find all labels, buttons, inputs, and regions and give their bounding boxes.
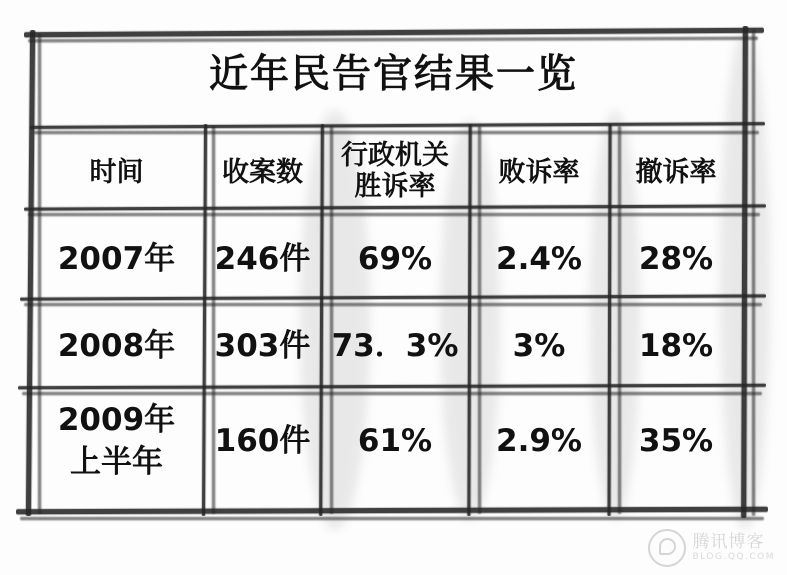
- table-border-right-shadow: [752, 30, 755, 516]
- table-cell-2009-case-count: 160件: [214, 423, 311, 459]
- table-row-label-2008: 2008年: [57, 328, 176, 364]
- column-header-agency-win-rate: [322, 136, 468, 206]
- table-cell-2008-case-count: 303件: [214, 328, 311, 364]
- column-header-loss-rate: 败诉率: [498, 156, 580, 188]
- table-row-label-2009-line1: 2009年: [57, 402, 176, 438]
- column-header-agency-win-rate-line1: 行政机关: [341, 140, 449, 171]
- table-row-label-2009-line2: 上半年: [70, 444, 163, 480]
- row-divider-2: [18, 384, 766, 390]
- table-cell-2008-loss-rate: 3%: [512, 328, 566, 364]
- table-cell-2007-agency-win-rate: 69%: [357, 241, 433, 277]
- watermark-url: BLOG.QQ.COM: [692, 552, 775, 562]
- row-divider-title-shadow: [34, 131, 759, 134]
- column-header-time: 时间: [89, 156, 144, 188]
- table-cell-2008-agency-win-rate: 73．3%: [331, 328, 459, 364]
- table-border-top-shadow: [28, 37, 758, 43]
- column-header-agency-win-rate-line2: 胜诉率: [354, 171, 436, 202]
- page-title: 近年民告官结果一览: [208, 52, 578, 97]
- table-cell-2007-withdrawal-rate: 28%: [638, 241, 714, 277]
- table-row-label-2007: 2007年: [57, 241, 176, 277]
- table-cell-2009-withdrawal-rate: 35%: [638, 423, 714, 459]
- row-divider-1-shadow: [24, 303, 762, 306]
- watermark-title: 腾讯博客: [692, 532, 765, 552]
- row-divider-1: [20, 294, 766, 300]
- row-divider-header-shadow: [28, 213, 760, 216]
- table-row-label-2009: [30, 395, 203, 487]
- table-cell-2009-loss-rate: 2.9%: [496, 423, 582, 459]
- blog-logo-icon: [648, 529, 686, 567]
- table-cell-2009-agency-win-rate: 61%: [357, 423, 433, 459]
- table-border-top: [24, 28, 764, 38]
- column-header-case-count: 收案数: [222, 156, 303, 188]
- column-header-withdrawal-rate: 撤诉率: [635, 156, 717, 188]
- row-divider-title: [30, 122, 765, 129]
- watermark: [648, 529, 775, 567]
- watermark-text: [693, 534, 775, 562]
- table-border-bottom: [16, 507, 768, 515]
- table-cell-2007-case-count: 246件: [214, 241, 311, 277]
- table-cell-2007-loss-rate: 2.4%: [496, 241, 582, 277]
- table-cell-2008-withdrawal-rate: 18%: [638, 328, 714, 364]
- table-border-bottom-shadow: [20, 517, 764, 520]
